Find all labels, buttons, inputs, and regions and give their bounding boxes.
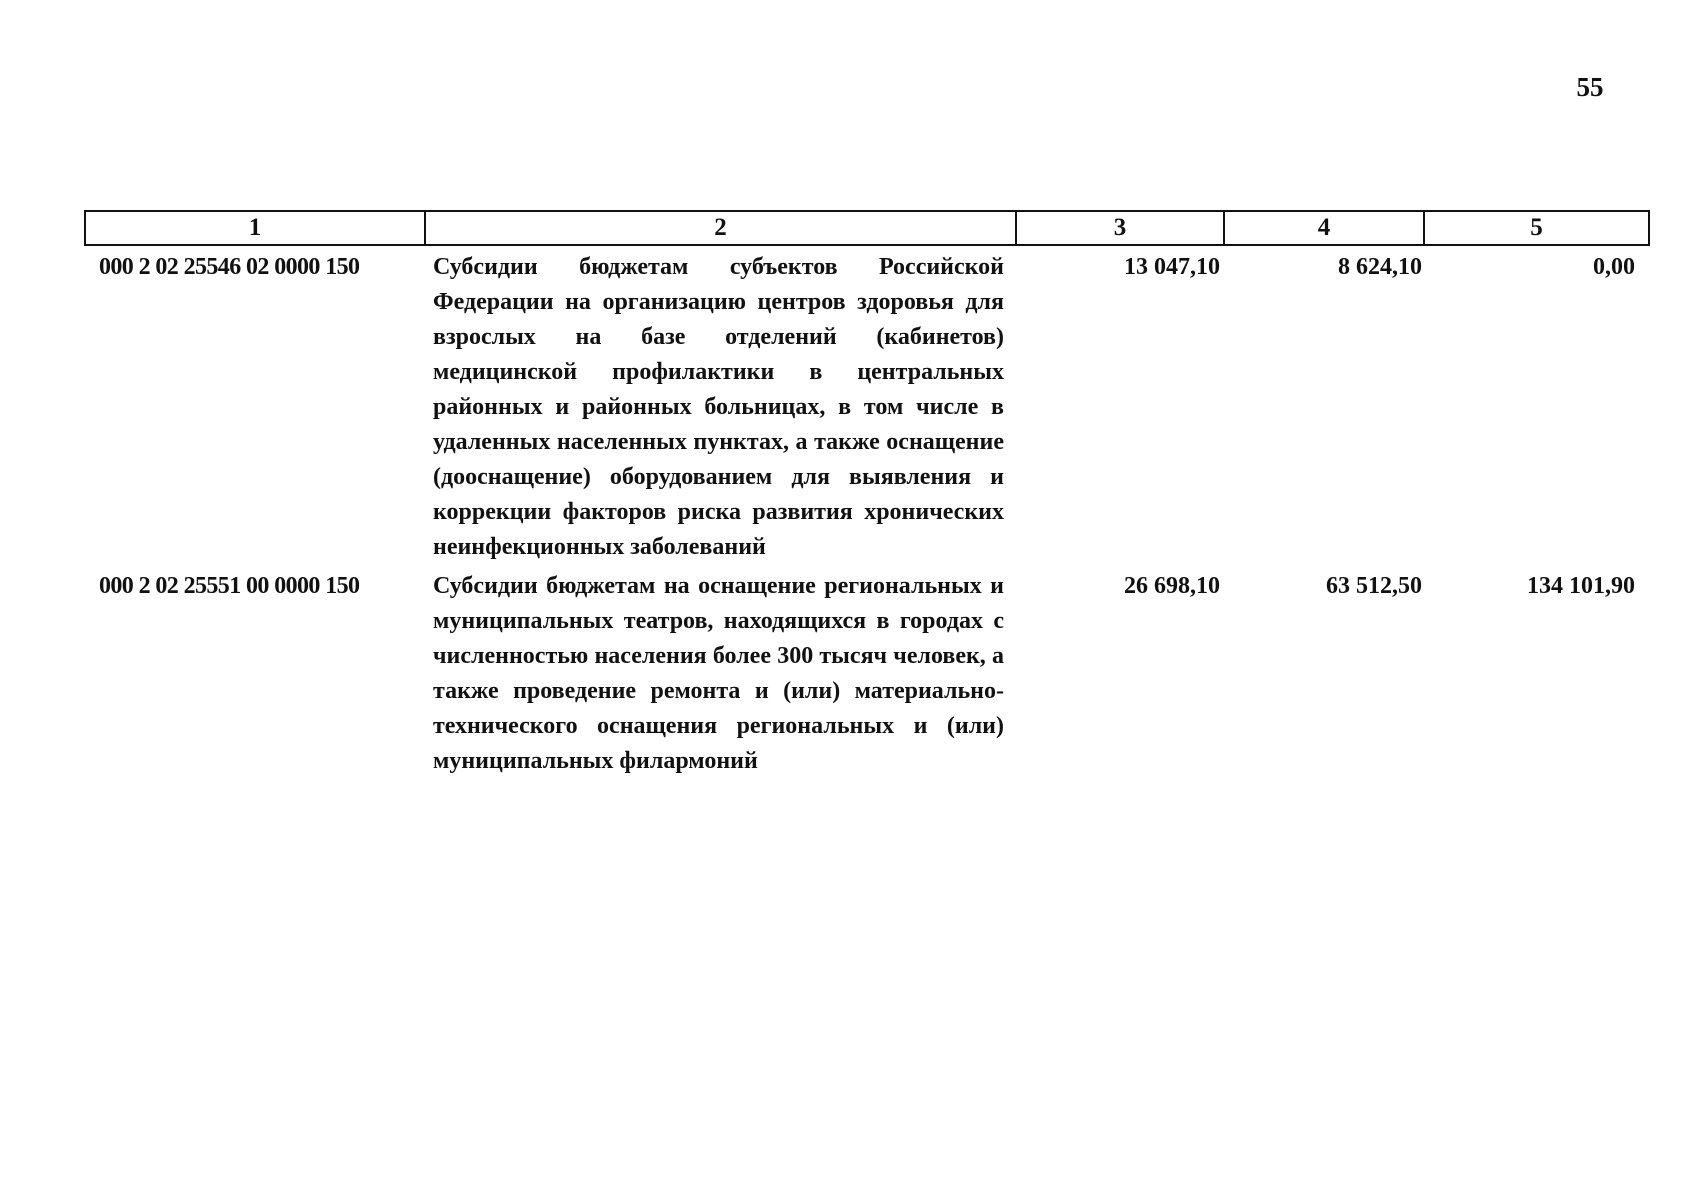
table-row <box>85 565 1649 779</box>
header-col-3: 3 <box>1016 211 1224 245</box>
amount-col-4: 8 624,10 <box>1338 254 1422 280</box>
table-header <box>85 211 1649 245</box>
amount-col-3: 26 698,10 <box>1124 573 1220 599</box>
header-col-4: 4 <box>1224 211 1424 245</box>
table-body <box>85 245 1649 779</box>
page-number: 55 <box>1576 72 1604 102</box>
table-row <box>85 245 1649 565</box>
budget-table <box>84 210 1650 779</box>
budget-code: 000 2 02 25546 02 0000 150 <box>99 254 360 280</box>
header-col-5: 5 <box>1424 211 1649 245</box>
header-row <box>85 211 1649 245</box>
budget-item-name: Субсидии бюджетам на оснащение региональных и муниципальных театров, находящихся в городах с численностью населения более 300 тысяч человек, а также проведение ремонта и (или) материально-технического оснащения региональных и (или) муниципальных филармоний <box>433 573 1004 774</box>
budget-code: 000 2 02 25551 00 0000 150 <box>99 573 360 599</box>
header-col-2: 2 <box>425 211 1016 245</box>
amount-col-5: 0,00 <box>1593 254 1635 280</box>
amount-col-4: 63 512,50 <box>1326 573 1422 599</box>
amount-col-3: 13 047,10 <box>1124 254 1220 280</box>
amount-col-5: 134 101,90 <box>1527 573 1635 599</box>
budget-item-name: Субсидии бюджетам субъектов Российской Федерации на организацию центров здоровья для взрослых на базе отделений (кабинетов) медицинской профилактики в центральных районных и районных больницах, в том числе в удаленных населенных пунктах, а также оснащение (дооснащение) оборудованием для выявления и коррекции факторов риска развития хронических неинфекционных заболеваний <box>433 254 1004 560</box>
header-col-1: 1 <box>85 211 425 245</box>
